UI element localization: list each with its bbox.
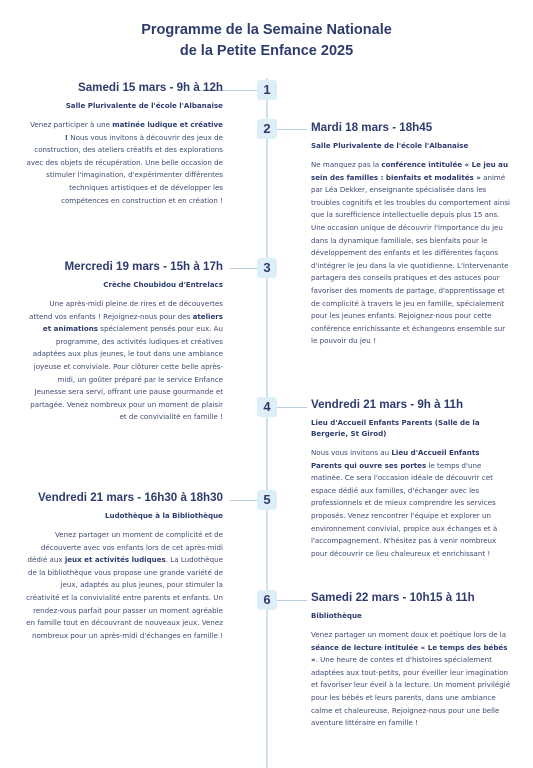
event-place: Ludothèque à la Bibliothèque [105, 511, 223, 520]
body-text: Venez partager un moment de complicité et de découverte avec vos enfants lors de cet après-midi dédié aux [27, 530, 223, 565]
event-5 [25, 490, 223, 642]
event-description [25, 298, 223, 424]
event-description [311, 447, 511, 560]
event-place: Bibliothèque [311, 611, 362, 620]
event-6 [311, 590, 511, 730]
step-number-4: 4 [257, 397, 277, 417]
event-date: Mardi 18 mars - 18h45 [311, 121, 433, 134]
highlight-text: Lieu d'Accueil Enfants Parents qui ouvre ses portes [311, 448, 480, 470]
connector-4 [277, 407, 307, 408]
event-date: Samedi 15 mars - 9h à 12h [78, 81, 223, 94]
title-line-1: Programme de la Semaine Nationale [141, 22, 392, 38]
highlight-text: conférence intitulée « Le jeu au sein des familles : bienfaits et modalités » [311, 160, 508, 182]
connector-3 [230, 268, 257, 269]
body-text: spécialement pensés pour eux. Au programme, des activités ludiques et créatives adaptées aux plus jeunes, le tout dans une ambiance joyeuse et conviviale. Pour clôturer cette belle après-midi, un goûter préparé par le service Enfance Jeunesse sera servi, offrant une pause gourmande et partagée. Venez nombreux pour un moment de plaisir et de convivialité en famille ! [30, 324, 223, 422]
event-place: Salle Plurivalente de l'école l'Albanaise [311, 141, 469, 150]
event-date: Samedi 22 mars - 10h15 à 11h [311, 591, 475, 604]
step-number-3: 3 [257, 258, 277, 278]
body-text: Une après-midi pleine de rires et de découvertes attend vos enfants ! Rejoignez-nous pour des [29, 299, 223, 321]
step-number-1: 1 [257, 80, 277, 100]
body-text: Nous vous invitons à découvrir des jeux de construction, des ateliers créatifs et des explorations avec des objets de récupération. Une belle occasion de stimuler l'imagination, d'expérimenter différentes techniques artistiques et de développer les compétences en construction et en création ! [26, 132, 223, 205]
event-3 [25, 259, 223, 424]
event-date: Mercredi 19 mars - 15h à 17h [64, 260, 223, 273]
event-description [311, 159, 511, 348]
event-place: Salle Plurivalente de l'école l'Albanaise [65, 101, 223, 110]
event-date: Vendredi 21 mars - 16h30 à 18h30 [38, 491, 223, 504]
event-date: Vendredi 21 mars - 9h à 11h [311, 398, 464, 411]
event-description [25, 529, 223, 642]
body-text: Venez partager un moment doux et poétique lors de la [311, 630, 507, 639]
body-text: Nous vous invitons au [311, 448, 392, 457]
title-line-2: de la Petite Enfance 2025 [179, 43, 354, 59]
highlight-text: matinée ludique et créative ! [64, 120, 223, 142]
step-number-5: 5 [257, 490, 277, 510]
body-text: Ne manquez pas la [311, 160, 382, 169]
event-1 [25, 80, 223, 207]
body-text: le temps d'une matinée. Ce sera l'occasion idéale de découvrir cet espace dédié aux familles, d'échanger avec les professionnels et de mieux comprendre les services proposés. Venez rencontrer l'équipe et explorer un environnement convivial, propice aux échanges et à l'accompagnement. N'hésitez pas à venir nombreux pour découvrir ce lieu chaleureux et enrichissant ! [311, 460, 498, 558]
event-description [311, 629, 511, 730]
event-place: Crèche Choubidou d'Entrelacs [103, 280, 223, 289]
timeline-line [266, 78, 268, 768]
body-text: . La Ludothèque de la bibliothèque vous propose une grande variété de jeux, adaptés au plus jeunes, pour stimuler la créativité et la convivialité entre parents et enfants. Un rendez-vous parfait pour passer un moment agréable en famille tout en découvrant de nouveaux jeux. Venez nombreux pour un après-midi d'échanges en famille ! [26, 555, 223, 640]
event-4 [311, 397, 511, 560]
event-description [25, 119, 223, 207]
connector-6 [277, 600, 307, 601]
body-text: . Une heure de contes et d'histoires spécialement adaptées aux tout-petits, pour éveiller leur imagination et favoriser leur éveil à la lecture. Un moment privilégié pour les bébés et leurs parents, dans une ambiance calme et chaleureuse. Rejoignez-nous pour une belle aventure littéraire en famille ! [311, 655, 511, 728]
connector-2 [277, 129, 307, 130]
highlight-text: séance de lecture intitulée « Le temps des bébés » [311, 642, 508, 665]
body-text: Venez participer à une [30, 120, 113, 129]
highlight-text: jeux et activités ludiques [64, 555, 166, 565]
body-text: animé par Léa Dekker, enseignante spécialisée dans les troubles cognitifs et les troubles du comportement ainsi que la surefficience intellectuelle depuis plus 15 ans. Une occasion unique de découvrir l'importance du jeu dans la dynamique familiale, ses bienfaits pour le développement des enfants et les différentes façons d'intégrer le jeu dans la vie quotidienne. L'intervenante partagera des conseils pratiques et des astuces pour favoriser des moments de partage, d'apprentissage et de complicité à travers le jeu en famille, spécialement pour les jeunes enfants. Rejoignez-nous pour cette conférence enrichissante et échangeons ensemble sur le pouvoir du jeu ! [311, 172, 511, 346]
connector-5 [230, 500, 257, 501]
page-title [0, 20, 533, 62]
event-place: Lieu d'Accueil Enfants Parents (Salle de la Bergerie, St Girod) [311, 418, 480, 438]
highlight-text: ateliers et animations [42, 311, 223, 334]
step-number-6: 6 [257, 590, 277, 610]
step-number-2: 2 [257, 119, 277, 139]
event-2 [311, 120, 511, 348]
